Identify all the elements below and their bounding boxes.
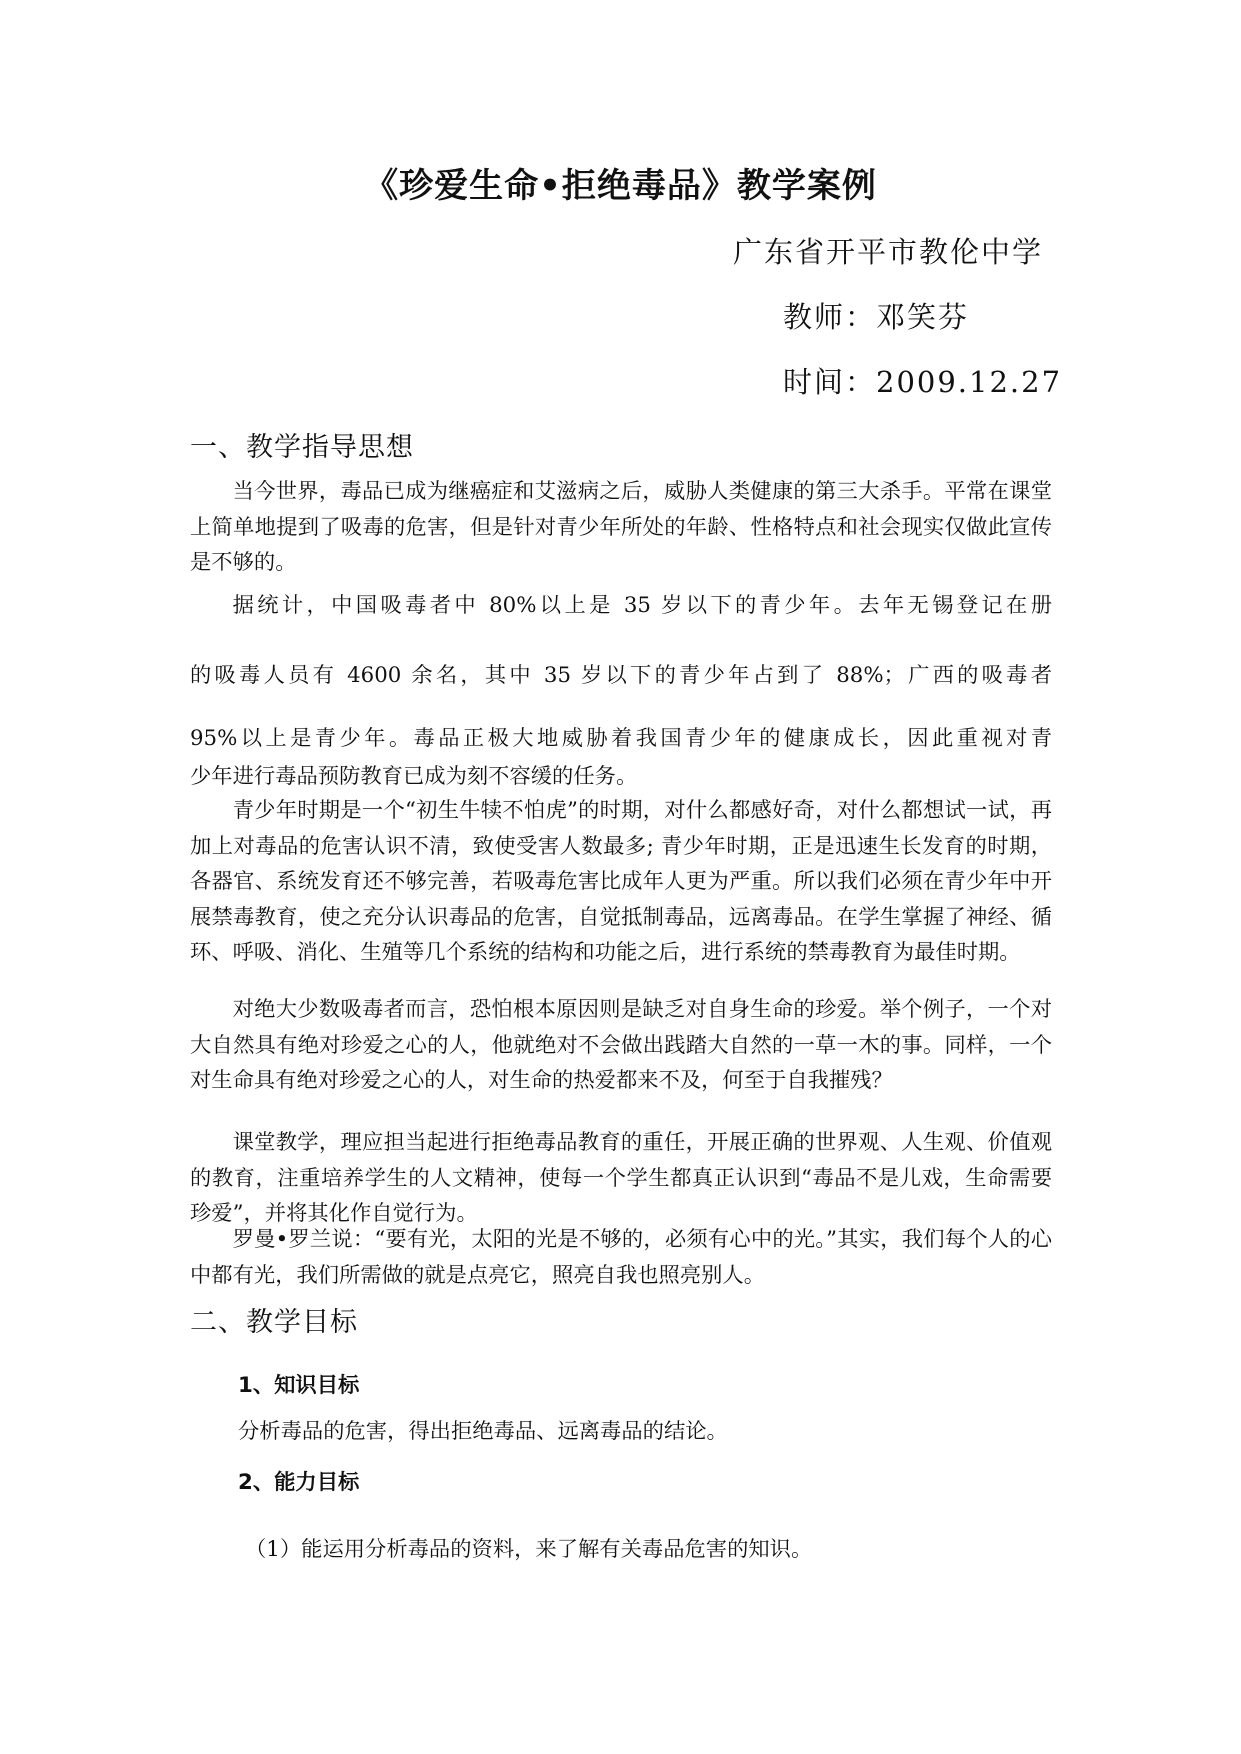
paragraph-classroom-teaching: 课堂教学，理应担当起进行拒绝毒品教育的重任，开展正确的世界观、人生观、价值观的教育，注重培养学生的人文精神，使每一个学生都真正认识到“毒品不是儿戏，生命需要珍爱”，并将其化作自觉行为。 [190,1130,1052,1226]
ability-goal-item-1: （1）能运用分析毒品的资料，来了解有关毒品危害的知识。 [245,1537,813,1562]
section-heading-guiding-idea: 一、教学指导思想 [190,432,414,463]
paragraph-rolland-quote: 罗曼•罗兰说：“要有光，太阳的光是不够的，必须有心中的光。”其实，我们每个人的心中都有光，我们所需做的就是点亮它，照亮自我也照亮别人。 [190,1227,1052,1288]
document-date: 时间：2009.12.27 [783,365,1063,399]
school-name: 广东省开平市教伦中学 [733,235,1044,269]
subheading-ability-goal: 2、能力目标 [238,1470,360,1495]
statistics-line-1: 据统计，中国吸毒者中 80%以上是 35 岁以下的青少年。去年无锡登记在册 [232,593,1052,618]
section-heading-teaching-goals: 二、教学目标 [190,1307,358,1338]
paragraph-intro: 当今世界，毒品已成为继癌症和艾滋病之后，威胁人类健康的第三大杀手。平常在课堂上简单地提到了吸毒的危害，但是针对青少年所处的年龄、性格特点和社会现实仅做此宣传是不够的。 [190,479,1052,575]
teacher-name: 教师：邓笑芬 [783,300,970,334]
document-title: 《珍爱生命•拒绝毒品》教学案例 [364,166,877,206]
subheading-knowledge-goal: 1、知识目标 [238,1373,360,1398]
knowledge-goal-text: 分析毒品的危害，得出拒绝毒品、远离毒品的结论。 [238,1419,728,1444]
statistics-line-2: 的吸毒人员有 4600 余名，其中 35 岁以下的青少年占到了 88%；广西的吸毒者 [190,663,1052,688]
paragraph-cherish-life: 对绝大少数吸毒者而言，恐怕根本原因则是缺乏对自身生命的珍爱。举个例子，一个对大自然具有绝对珍爱之心的人，他就绝对不会做出践踏大自然的一草一木的事。同样，一个对生命具有绝对珍爱之心的人，对生命的热爱都来不及，何至于自我摧残？ [190,997,1052,1093]
statistics-line-4: 少年进行毒品预防教育已成为刻不容缓的任务。 [190,764,638,789]
paragraph-youth-period: 青少年时期是一个“初生牛犊不怕虎”的时期，对什么都感好奇，对什么都想试一试，再加上对毒品的危害认识不清，致使受害人数最多; 青少年时期，正是迅速生长发育的时期，各器官、系统发育还不够完善，若吸毒危害比成年人更为严重。所以我们必须在青少年中开展禁毒教育，使之充分认识毒品的危害，自觉抵制毒品，远离毒品。在学生掌握了神经、循环、呼吸、消化、生殖等几个系统的结构和功能之后，进行系统的禁毒教育为最佳时期。 [190,798,1052,965]
statistics-line-3: 95%以上是青少年。毒品正极大地威胁着我国青少年的健康成长，因此重视对青 [190,726,1052,751]
